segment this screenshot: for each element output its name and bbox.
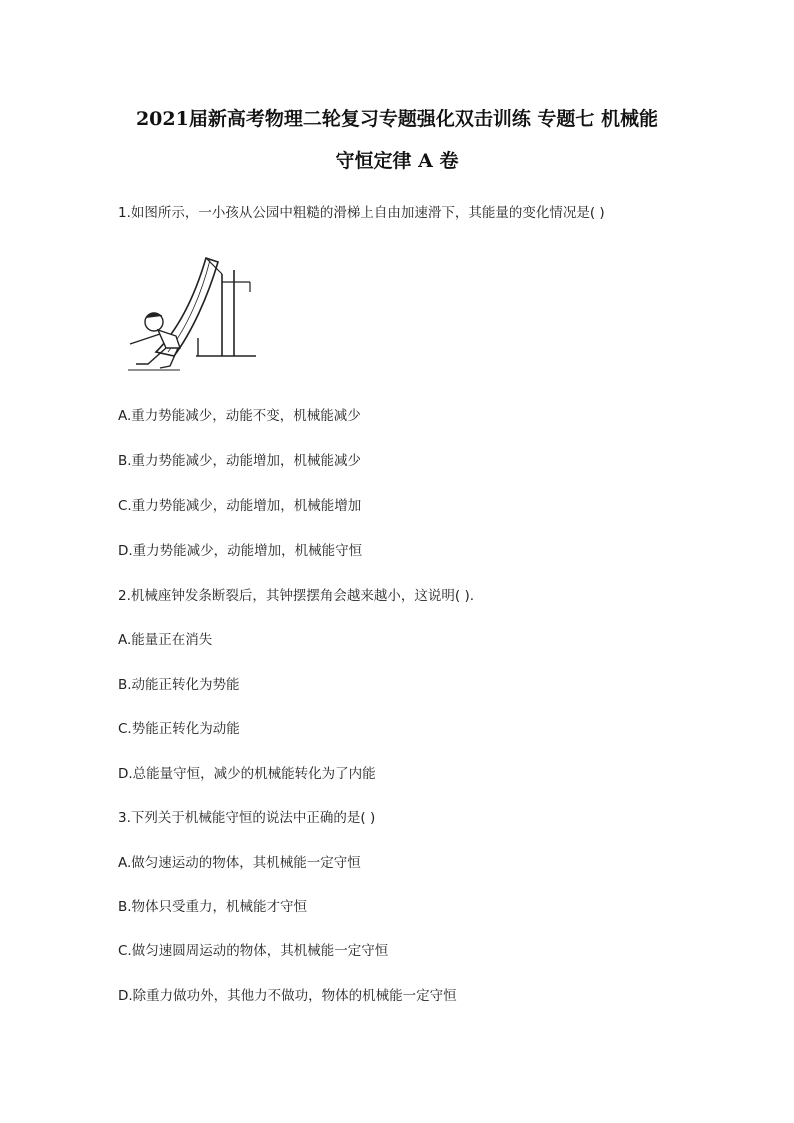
question-2-option-c: C.势能正转化为动能 (118, 721, 240, 737)
question-1-option-d: D.重力势能减少，动能增加，机械能守恒 (118, 543, 363, 559)
question-1-option-b: B.重力势能减少，动能增加，机械能减少 (118, 453, 362, 469)
question-2-option-a: A.能量正在消失 (118, 632, 213, 648)
question-1-stem: 1.如图所示，一小孩从公园中粗糙的滑梯上自由加速滑下，其能量的变化情况是( ) (118, 205, 605, 221)
document-title-line-2: 守恒定律 A 卷 (335, 150, 459, 172)
question-3-option-d: D.除重力做功外，其他力不做功，物体的机械能一定守恒 (118, 988, 457, 1004)
question-3-option-b: B.物体只受重力，机械能才守恒 (118, 899, 308, 915)
question-1-option-a: A.重力势能减少，动能不变，机械能减少 (118, 408, 361, 424)
slide-illustration (122, 252, 262, 376)
question-3-stem: 3.下列关于机械能守恒的说法中正确的是( ) (118, 810, 376, 826)
question-3-option-a: A.做匀速运动的物体，其机械能一定守恒 (118, 855, 361, 871)
question-2-option-b: B.动能正转化为势能 (118, 677, 240, 693)
question-2-option-d: D.总能量守恒，减少的机械能转化为了内能 (118, 766, 376, 782)
question-3-option-c: C.做匀速圆周运动的物体，其机械能一定守恒 (118, 943, 389, 959)
question-1-option-c: C.重力势能减少，动能增加，机械能增加 (118, 498, 362, 514)
child-arm (130, 334, 160, 344)
question-2-stem: 2.机械座钟发条断裂后，其钟摆摆角会越来越小，这说明( ). (118, 588, 474, 604)
document-title-line-1: 2021届新高考物理二轮复习专题强化双击训练 专题七 机械能 (135, 108, 659, 130)
